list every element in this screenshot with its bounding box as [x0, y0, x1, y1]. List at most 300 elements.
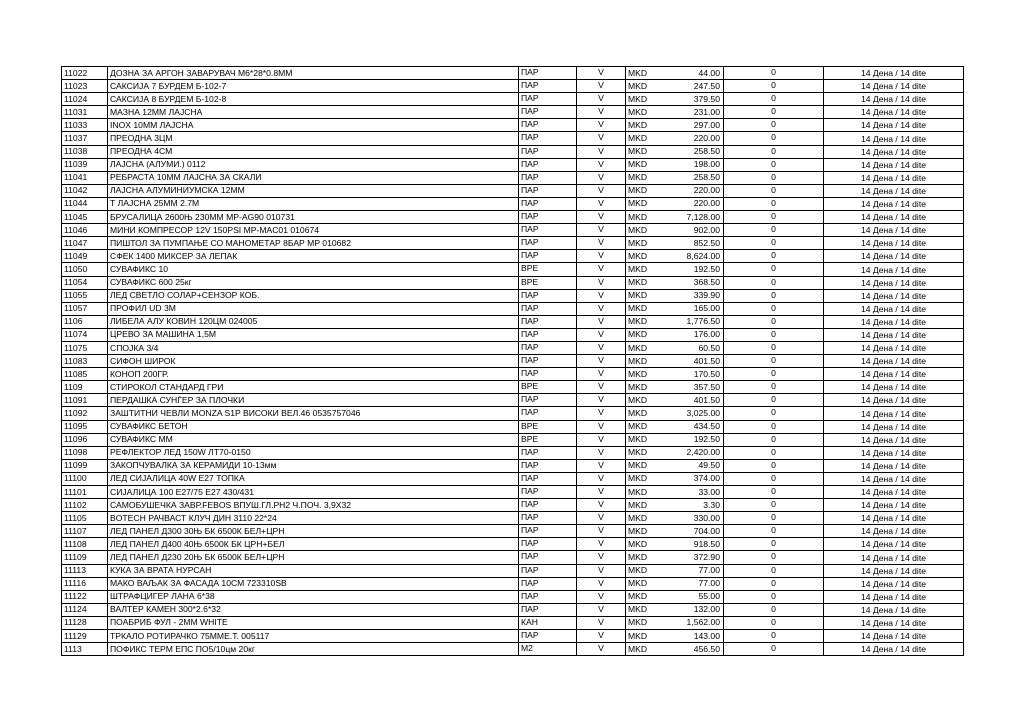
item-flag: V [577, 564, 626, 577]
item-flag: V [577, 577, 626, 590]
item-flag: V [577, 433, 626, 446]
item-name: ТРКАЛО РОТИРАЧКО 75ММЕ.Т. 005117 [108, 630, 519, 643]
item-unit: ПАР [519, 630, 577, 643]
item-flag: V [577, 67, 626, 80]
item-price-value: 60.50 [698, 342, 720, 353]
item-currency: MKD [628, 172, 648, 183]
item-qty: 0 [724, 80, 824, 93]
item-price-value: 220.00 [693, 198, 720, 209]
item-currency: MKD [628, 316, 648, 327]
table-row [62, 355, 964, 368]
item-delivery: 14 Дена / 14 dite [824, 407, 964, 420]
item-flag: V [577, 538, 626, 551]
item-name: МАКО ВАЉАК ЗА ФАСАДА 10СМ 723310SB [108, 577, 519, 590]
item-price-value: 3.30 [703, 499, 720, 510]
item-code: 1106 [62, 315, 108, 328]
item-code: 11047 [62, 237, 108, 250]
item-name: РЕФЛЕКТОР ЛЕД 150W ЛТ70-0150 [108, 446, 519, 459]
item-qty: 0 [724, 525, 824, 538]
item-price [626, 368, 724, 381]
item-price [626, 184, 724, 197]
item-name: ЦРЕВО ЗА МАШИНА 1,5М [108, 328, 519, 341]
item-name: ЗАКОПЧУВАЛКА ЗА КЕРАМИДИ 10-13мм [108, 459, 519, 472]
item-code: 1109 [62, 381, 108, 394]
item-price-value: 192.50 [693, 263, 720, 274]
item-name: БРУСАЛИЦА 2600Њ 230ММ MP-AG90 010731 [108, 211, 519, 224]
item-price-value: 357.50 [693, 381, 720, 392]
item-currency: MKD [628, 538, 648, 549]
table-row [62, 67, 964, 80]
table-row [62, 145, 964, 158]
item-currency: MKD [628, 133, 648, 144]
item-price [626, 538, 724, 551]
item-unit: ПАР [519, 472, 577, 485]
item-unit: ПАР [519, 355, 577, 368]
item-qty: 0 [724, 577, 824, 590]
item-code: 11075 [62, 341, 108, 354]
item-unit: ВРЕ [519, 263, 577, 276]
item-flag: V [577, 119, 626, 132]
item-qty: 0 [724, 368, 824, 381]
item-price-value: 2,420.00 [686, 447, 720, 458]
item-currency: MKD [628, 198, 648, 209]
item-name: ПРЕОДНА 4СМ [108, 145, 519, 158]
item-delivery: 14 Дена / 14 dite [824, 459, 964, 472]
item-unit: ПАР [519, 446, 577, 459]
item-qty: 0 [724, 276, 824, 289]
item-name: МИНИ КОМПРЕСОР 12V 150PSI MP-MAC01 010674 [108, 224, 519, 237]
item-unit: КАН [519, 616, 577, 629]
table-row [62, 643, 964, 656]
item-code: 11022 [62, 67, 108, 80]
table-row [62, 525, 964, 538]
item-price-value: 434.50 [693, 421, 720, 432]
table-row [62, 315, 964, 328]
item-qty: 0 [724, 171, 824, 184]
table-row [62, 289, 964, 302]
table-row [62, 630, 964, 643]
item-qty: 0 [724, 67, 824, 80]
item-code: 11113 [62, 564, 108, 577]
item-unit: ПАР [519, 525, 577, 538]
item-flag: V [577, 394, 626, 407]
item-price-value: 220.00 [693, 185, 720, 196]
item-price-value: 165.00 [693, 303, 720, 314]
item-name: СУВАФИКС 600 25кг [108, 276, 519, 289]
item-flag: V [577, 132, 626, 145]
item-unit: ПАР [519, 590, 577, 603]
item-unit: ПАР [519, 93, 577, 106]
item-name: ПРОФИЛ UD 3М [108, 302, 519, 315]
item-price [626, 224, 724, 237]
item-currency: MKD [628, 211, 648, 222]
item-qty: 0 [724, 551, 824, 564]
table-row [62, 472, 964, 485]
item-name: ДОЗНА ЗА АРГОН ЗАВАРУВАЧ М6*28*0.8ММ [108, 67, 519, 80]
item-name: Т ЛАЈСНА 25ММ 2.7М [108, 197, 519, 210]
item-delivery: 14 Дена / 14 dite [824, 184, 964, 197]
item-code: 11024 [62, 93, 108, 106]
item-delivery: 14 Дена / 14 dite [824, 394, 964, 407]
item-qty: 0 [724, 263, 824, 276]
item-currency: MKD [628, 578, 648, 589]
item-name: КУКА ЗА ВРАТА НУРСАН [108, 564, 519, 577]
item-code: 11124 [62, 603, 108, 616]
item-price-value: 49.50 [698, 460, 720, 471]
item-flag: V [577, 263, 626, 276]
item-price-value: 220.00 [693, 133, 720, 144]
item-currency: MKD [628, 394, 648, 405]
item-unit: ВРЕ [519, 433, 577, 446]
item-price [626, 355, 724, 368]
table-row [62, 184, 964, 197]
item-currency: MKD [628, 525, 648, 536]
item-price [626, 525, 724, 538]
item-unit: ПАР [519, 211, 577, 224]
item-price-value: 132.00 [693, 604, 720, 615]
item-unit: ПАР [519, 407, 577, 420]
item-price-value: 339.90 [693, 290, 720, 301]
item-price [626, 551, 724, 564]
item-qty: 0 [724, 603, 824, 616]
item-flag: V [577, 551, 626, 564]
item-code: 11095 [62, 420, 108, 433]
item-price [626, 603, 724, 616]
table-row [62, 420, 964, 433]
item-price [626, 643, 724, 656]
table-row [62, 394, 964, 407]
item-price [626, 577, 724, 590]
item-name: ПРЕОДНА 3ЦМ [108, 132, 519, 145]
table-row [62, 551, 964, 564]
item-price [626, 289, 724, 302]
item-delivery: 14 Дена / 14 dite [824, 224, 964, 237]
item-currency: MKD [628, 146, 648, 157]
item-code: 11049 [62, 250, 108, 263]
item-code: 11107 [62, 525, 108, 538]
item-code: 11109 [62, 551, 108, 564]
item-code: 11039 [62, 158, 108, 171]
item-flag: V [577, 603, 626, 616]
item-currency: MKD [628, 381, 648, 392]
item-price-value: 374.00 [693, 473, 720, 484]
item-price-value: 456.50 [693, 643, 720, 654]
item-delivery: 14 Дена / 14 dite [824, 603, 964, 616]
price-list-body [62, 67, 964, 656]
item-delivery: 14 Дена / 14 dite [824, 106, 964, 119]
item-flag: V [577, 472, 626, 485]
item-code: 11128 [62, 616, 108, 629]
item-flag: V [577, 171, 626, 184]
item-price [626, 106, 724, 119]
item-name: САМОБУШЕЧКА ЗАВР.FEBOS ВПУШ.ГЛ.PH2 Ч.ПОЧ. 3,9Х32 [108, 499, 519, 512]
item-code: 11031 [62, 106, 108, 119]
table-row [62, 106, 964, 119]
item-delivery: 14 Дена / 14 dite [824, 551, 964, 564]
item-flag: V [577, 276, 626, 289]
table-row [62, 132, 964, 145]
item-unit: ПАР [519, 486, 577, 499]
item-name: ЛЕД ПАНЕЛ Д230 20Њ БК 6500К БЕЛ+ЦРН [108, 551, 519, 564]
item-code: 11092 [62, 407, 108, 420]
item-delivery: 14 Дена / 14 dite [824, 119, 964, 132]
item-name: ВАЛТЕР КАМЕН 300*2.6*32 [108, 603, 519, 616]
item-qty: 0 [724, 630, 824, 643]
item-price [626, 630, 724, 643]
item-price [626, 145, 724, 158]
item-flag: V [577, 289, 626, 302]
item-code: 11083 [62, 355, 108, 368]
item-flag: V [577, 184, 626, 197]
item-price-value: 33.00 [698, 486, 720, 497]
item-flag: V [577, 93, 626, 106]
item-name: СУВАФИКС ММ [108, 433, 519, 446]
item-price-value: 258.50 [693, 172, 720, 183]
table-row [62, 433, 964, 446]
table-row [62, 119, 964, 132]
item-qty: 0 [724, 446, 824, 459]
item-price-value: 1,562.00 [686, 617, 720, 628]
item-name: САКСИЈА 8 БУРДЕМ Б-102-8 [108, 93, 519, 106]
item-currency: MKD [628, 185, 648, 196]
table-row [62, 224, 964, 237]
item-unit: ПАР [519, 315, 577, 328]
item-code: 11023 [62, 80, 108, 93]
item-price-value: 143.00 [693, 630, 720, 641]
item-currency: MKD [628, 237, 648, 248]
item-unit: ПАР [519, 171, 577, 184]
table-row [62, 171, 964, 184]
item-price-value: 401.50 [693, 355, 720, 366]
item-delivery: 14 Дена / 14 dite [824, 577, 964, 590]
item-flag: V [577, 512, 626, 525]
item-flag: V [577, 106, 626, 119]
item-price [626, 486, 724, 499]
item-flag: V [577, 643, 626, 656]
item-qty: 0 [724, 538, 824, 551]
item-delivery: 14 Дена / 14 dite [824, 80, 964, 93]
table-row [62, 603, 964, 616]
table-row [62, 211, 964, 224]
item-delivery: 14 Дена / 14 dite [824, 132, 964, 145]
item-code: 11108 [62, 538, 108, 551]
item-delivery: 14 Дена / 14 dite [824, 211, 964, 224]
item-qty: 0 [724, 433, 824, 446]
item-currency: MKD [628, 263, 648, 274]
item-price-value: 852.50 [693, 237, 720, 248]
item-currency: MKD [628, 617, 648, 628]
item-delivery: 14 Дена / 14 dite [824, 302, 964, 315]
item-unit: ПАР [519, 237, 577, 250]
item-qty: 0 [724, 93, 824, 106]
item-delivery: 14 Дена / 14 dite [824, 512, 964, 525]
item-price-value: 8,624.00 [686, 250, 720, 261]
item-code: 11044 [62, 197, 108, 210]
item-price [626, 158, 724, 171]
item-delivery: 14 Дена / 14 dite [824, 590, 964, 603]
item-name: INOX 10ММ ЛАЈСНА [108, 119, 519, 132]
item-price-value: 192.50 [693, 434, 720, 445]
item-flag: V [577, 446, 626, 459]
item-flag: V [577, 158, 626, 171]
table-row [62, 459, 964, 472]
item-price-value: 401.50 [693, 394, 720, 405]
item-price [626, 512, 724, 525]
item-unit: ПАР [519, 538, 577, 551]
item-delivery: 14 Дена / 14 dite [824, 289, 964, 302]
table-row [62, 80, 964, 93]
item-flag: V [577, 328, 626, 341]
item-currency: MKD [628, 303, 648, 314]
item-price [626, 499, 724, 512]
item-price [626, 341, 724, 354]
item-price-value: 170.50 [693, 368, 720, 379]
item-unit: ПАР [519, 132, 577, 145]
table-row [62, 368, 964, 381]
table-row [62, 250, 964, 263]
item-unit: ПАР [519, 197, 577, 210]
item-flag: V [577, 630, 626, 643]
item-delivery: 14 Дена / 14 dite [824, 145, 964, 158]
item-unit: ПАР [519, 328, 577, 341]
item-flag: V [577, 302, 626, 315]
item-unit: ПАР [519, 119, 577, 132]
item-flag: V [577, 355, 626, 368]
item-delivery: 14 Дена / 14 dite [824, 67, 964, 80]
item-code: 11041 [62, 171, 108, 184]
item-code: 11037 [62, 132, 108, 145]
item-name: ПОАБРИБ ФУЛ - 2ММ WHITE [108, 616, 519, 629]
item-delivery: 14 Дена / 14 dite [824, 616, 964, 629]
item-code: 11100 [62, 472, 108, 485]
table-row [62, 512, 964, 525]
item-unit: ПАР [519, 106, 577, 119]
item-unit: ПАР [519, 577, 577, 590]
item-flag: V [577, 420, 626, 433]
item-price-value: 704.00 [693, 525, 720, 536]
item-qty: 0 [724, 289, 824, 302]
item-name: КОНОП 200ГР. [108, 368, 519, 381]
item-currency: MKD [628, 421, 648, 432]
item-price-value: 7,128.00 [686, 211, 720, 222]
item-delivery: 14 Дена / 14 dite [824, 355, 964, 368]
item-code: 11057 [62, 302, 108, 315]
item-unit: ПАР [519, 224, 577, 237]
item-qty: 0 [724, 512, 824, 525]
item-delivery: 14 Дена / 14 dite [824, 630, 964, 643]
item-delivery: 14 Дена / 14 dite [824, 250, 964, 263]
item-delivery: 14 Дена / 14 dite [824, 93, 964, 106]
item-price [626, 80, 724, 93]
item-price [626, 237, 724, 250]
item-delivery: 14 Дена / 14 dite [824, 276, 964, 289]
item-price-value: 372.90 [693, 552, 720, 563]
table-row [62, 237, 964, 250]
item-name: СУВАФИКС 10 [108, 263, 519, 276]
item-code: 11050 [62, 263, 108, 276]
item-currency: MKD [628, 499, 648, 510]
item-name: ПИШТОЛ ЗА ПУМПАЊЕ СО МАНОМЕТАР 8БАР MP 010682 [108, 237, 519, 250]
item-qty: 0 [724, 315, 824, 328]
item-currency: MKD [628, 342, 648, 353]
item-unit: ПАР [519, 158, 577, 171]
item-price [626, 420, 724, 433]
item-price-value: 231.00 [693, 106, 720, 117]
item-price [626, 67, 724, 80]
item-price-value: 258.50 [693, 146, 720, 157]
item-qty: 0 [724, 381, 824, 394]
item-qty: 0 [724, 394, 824, 407]
item-price-value: 330.00 [693, 512, 720, 523]
table-row [62, 381, 964, 394]
table-row [62, 276, 964, 289]
item-code: 11122 [62, 590, 108, 603]
item-flag: V [577, 525, 626, 538]
item-qty: 0 [724, 250, 824, 263]
item-price [626, 446, 724, 459]
item-name: СТИРОКОЛ СТАНДАРД ГРИ [108, 381, 519, 394]
item-currency: MKD [628, 329, 648, 340]
item-qty: 0 [724, 237, 824, 250]
item-flag: V [577, 616, 626, 629]
item-unit: ПАР [519, 368, 577, 381]
item-qty: 0 [724, 564, 824, 577]
table-row [62, 328, 964, 341]
item-name: ЛАЈСНА (АЛУМИ.) 0112 [108, 158, 519, 171]
item-qty: 0 [724, 119, 824, 132]
item-currency: MKD [628, 630, 648, 641]
item-unit: ПАР [519, 302, 577, 315]
item-qty: 0 [724, 328, 824, 341]
item-flag: V [577, 80, 626, 93]
item-delivery: 14 Дена / 14 dite [824, 486, 964, 499]
table-row [62, 590, 964, 603]
item-currency: MKD [628, 434, 648, 445]
item-price [626, 93, 724, 106]
item-qty: 0 [724, 616, 824, 629]
item-delivery: 14 Дена / 14 dite [824, 643, 964, 656]
item-qty: 0 [724, 499, 824, 512]
item-qty: 0 [724, 158, 824, 171]
item-price [626, 433, 724, 446]
item-price [626, 328, 724, 341]
item-unit: ПАР [519, 145, 577, 158]
item-name: ПОФИКС ТЕРМ ЕПС ПО5/10цм 20кг [108, 643, 519, 656]
item-name: СИФОН ШИРОК [108, 355, 519, 368]
item-flag: V [577, 368, 626, 381]
item-price-value: 1,776.50 [686, 316, 720, 327]
item-unit: ПАР [519, 499, 577, 512]
item-name: САКСИЈА 7 БУРДЕМ Б-102-7 [108, 80, 519, 93]
item-currency: MKD [628, 473, 648, 484]
item-name: ШТРАФЦИГЕР ЛАНА 6*38 [108, 590, 519, 603]
item-price-value: 368.50 [693, 277, 720, 288]
item-price [626, 407, 724, 420]
item-currency: MKD [628, 290, 648, 301]
item-qty: 0 [724, 643, 824, 656]
item-qty: 0 [724, 211, 824, 224]
item-name: ЛЕД ПАНЕЛ Д400 40Њ 6500К БК ЦРН+БЕЛ [108, 538, 519, 551]
item-unit: ПАР [519, 512, 577, 525]
item-currency: MKD [628, 250, 648, 261]
item-price [626, 171, 724, 184]
table-row [62, 499, 964, 512]
item-delivery: 14 Дена / 14 dite [824, 446, 964, 459]
item-unit: ПАР [519, 564, 577, 577]
item-currency: MKD [628, 67, 648, 78]
item-flag: V [577, 197, 626, 210]
item-price-value: 902.00 [693, 224, 720, 235]
